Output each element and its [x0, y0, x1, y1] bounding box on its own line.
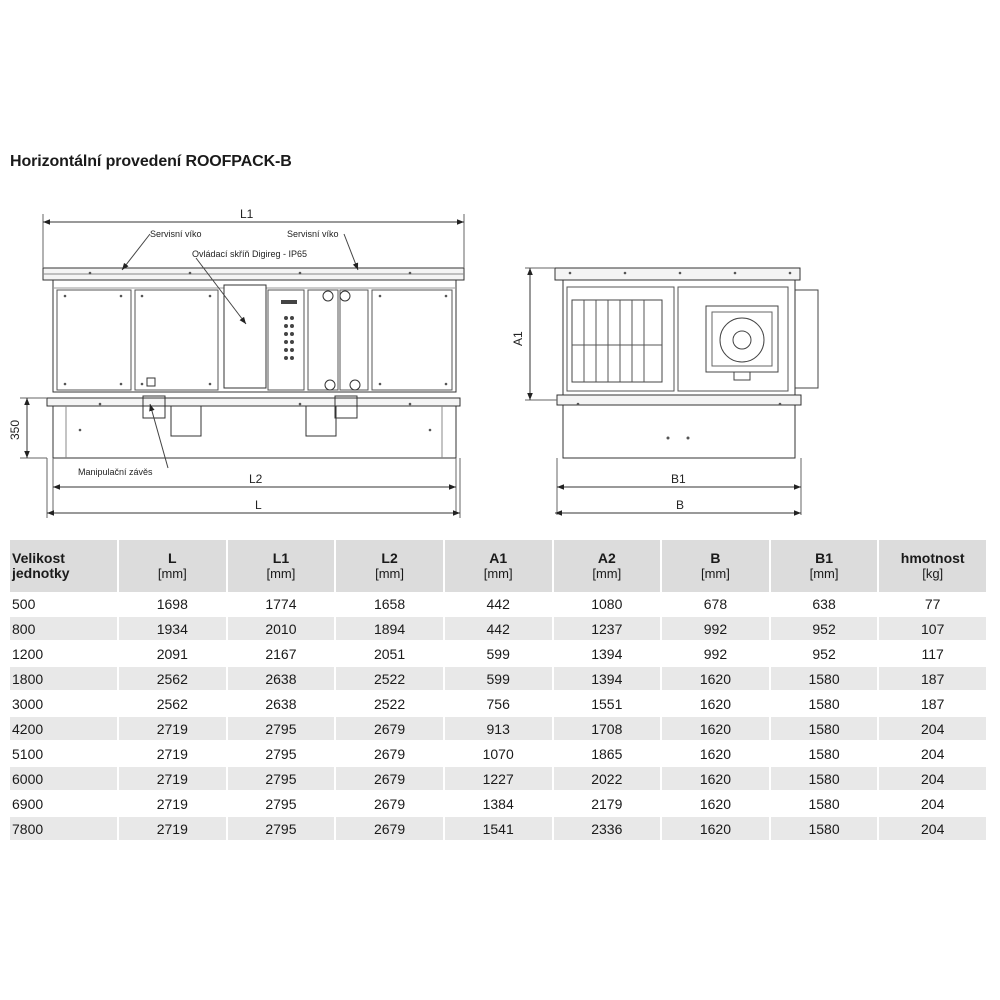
table-cell: 1551 [554, 692, 661, 717]
table-header-cell: B1 [mm] [771, 540, 878, 592]
table-cell: 913 [445, 717, 552, 742]
table-cell: 2795 [228, 792, 335, 817]
table-cell: 1800 [10, 667, 117, 692]
table-cell: 2051 [336, 642, 443, 667]
table-cell: 1620 [662, 692, 769, 717]
table-cell: 187 [879, 692, 986, 717]
table-body [10, 592, 986, 842]
table-cell: 2336 [554, 817, 661, 842]
table-cell: 2179 [554, 792, 661, 817]
table-cell: 204 [879, 767, 986, 792]
table-row [10, 717, 986, 742]
table-cell: 1620 [662, 742, 769, 767]
table-header-cell: hmotnost [kg] [879, 540, 986, 592]
table-row [10, 642, 986, 667]
table-header-cell: A2 [mm] [554, 540, 661, 592]
dim-l-label: L [255, 498, 262, 512]
table-cell: 1384 [445, 792, 552, 817]
table-cell: 2522 [336, 667, 443, 692]
table-cell: 1080 [554, 592, 661, 617]
table-cell: 7800 [10, 817, 117, 842]
table-cell: 2562 [119, 692, 226, 717]
dimension-table [8, 540, 988, 842]
table-cell: 2795 [228, 742, 335, 767]
table-cell: 1620 [662, 817, 769, 842]
table-cell: 1580 [771, 767, 878, 792]
table-cell: 5100 [10, 742, 117, 767]
table-cell: 2719 [119, 767, 226, 792]
dim-l1-label: L1 [240, 207, 254, 221]
table-row [10, 817, 986, 842]
table-row [10, 767, 986, 792]
table-cell: 204 [879, 817, 986, 842]
table-cell: 1200 [10, 642, 117, 667]
table-cell: 756 [445, 692, 552, 717]
table-cell: 638 [771, 592, 878, 617]
table-cell: 117 [879, 642, 986, 667]
table-cell: 204 [879, 717, 986, 742]
table-cell: 442 [445, 592, 552, 617]
table-row [10, 592, 986, 617]
table-cell: 2679 [336, 792, 443, 817]
table-cell: 6900 [10, 792, 117, 817]
table-cell: 952 [771, 642, 878, 667]
dim-l2-label: L2 [249, 472, 263, 486]
table-cell: 992 [662, 617, 769, 642]
table-cell: 2795 [228, 717, 335, 742]
table-cell: 1237 [554, 617, 661, 642]
table-cell: 187 [879, 667, 986, 692]
table-cell: 1580 [771, 817, 878, 842]
table-cell: 204 [879, 792, 986, 817]
table-header-cell: L2 [mm] [336, 540, 443, 592]
controller-box [224, 285, 266, 388]
table-cell: 2522 [336, 692, 443, 717]
table-row [10, 617, 986, 642]
table-cell: 77 [879, 592, 986, 617]
table-cell: 1934 [119, 617, 226, 642]
table-cell: 2091 [119, 642, 226, 667]
table-header-cell: A1 [mm] [445, 540, 552, 592]
table-cell: 2679 [336, 717, 443, 742]
dim-a1-label: A1 [511, 331, 525, 346]
table-cell: 2679 [336, 742, 443, 767]
table-cell: 2795 [228, 817, 335, 842]
table-cell: 2795 [228, 767, 335, 792]
table-cell: 2679 [336, 767, 443, 792]
table-cell: 1620 [662, 792, 769, 817]
dim-b1-label: B1 [671, 472, 686, 486]
table-cell: 2719 [119, 792, 226, 817]
table-cell: 2679 [336, 817, 443, 842]
table-cell: 1580 [771, 717, 878, 742]
annotation-service-cover-right: Servisní víko [287, 229, 339, 239]
table-cell: 2562 [119, 667, 226, 692]
table-cell: 678 [662, 592, 769, 617]
table-row [10, 792, 986, 817]
base-frame [47, 398, 460, 406]
table-header-row [10, 540, 986, 592]
table-cell: 952 [771, 617, 878, 642]
table-cell: 1227 [445, 767, 552, 792]
table-cell: 1580 [771, 742, 878, 767]
table-cell: 500 [10, 592, 117, 617]
table-cell: 1580 [771, 692, 878, 717]
table-cell: 2167 [228, 642, 335, 667]
table-cell: 2022 [554, 767, 661, 792]
dim-350-label: 350 [8, 419, 22, 440]
table-cell: 1620 [662, 717, 769, 742]
table-cell: 1658 [336, 592, 443, 617]
table-cell: 1620 [662, 767, 769, 792]
annotation-controller: Ovládací skříň Digireg - IP65 [192, 249, 308, 259]
page-title: Horizontální provedení ROOFPACK-B [10, 153, 292, 170]
table-header-cell: B [mm] [662, 540, 769, 592]
table-cell: 1580 [771, 792, 878, 817]
table-cell: 204 [879, 742, 986, 767]
table-cell: 1620 [662, 667, 769, 692]
table-cell: 442 [445, 617, 552, 642]
table-cell: 1541 [445, 817, 552, 842]
table-header-cell: Velikost jednotky [10, 540, 117, 592]
table-cell: 2010 [228, 617, 335, 642]
table-cell: 2719 [119, 742, 226, 767]
table-cell: 1394 [554, 642, 661, 667]
annotation-service-cover-left: Servisní víko [150, 229, 202, 239]
table-cell: 1894 [336, 617, 443, 642]
table-cell: 4200 [10, 717, 117, 742]
side-roof [555, 268, 800, 280]
table-cell: 2719 [119, 817, 226, 842]
table-row [10, 667, 986, 692]
table-cell: 800 [10, 617, 117, 642]
table-cell: 3000 [10, 692, 117, 717]
table-cell: 599 [445, 642, 552, 667]
table-cell: 107 [879, 617, 986, 642]
dim-b-label: B [676, 498, 685, 512]
table-cell: 1774 [228, 592, 335, 617]
table-header-cell: L [mm] [119, 540, 226, 592]
table-cell: 1394 [554, 667, 661, 692]
table-row [10, 742, 986, 767]
table-cell: 2638 [228, 692, 335, 717]
table-cell: 1580 [771, 667, 878, 692]
table-cell: 599 [445, 667, 552, 692]
annotation-hinge: Manipulační závěs [78, 467, 153, 477]
table-row [10, 692, 986, 717]
table-cell: 6000 [10, 767, 117, 792]
table-cell: 2638 [228, 667, 335, 692]
table-cell: 1708 [554, 717, 661, 742]
table-header-cell: L1 [mm] [228, 540, 335, 592]
table-cell: 1865 [554, 742, 661, 767]
table-cell: 1070 [445, 742, 552, 767]
table-cell: 1698 [119, 592, 226, 617]
table-cell: 2719 [119, 717, 226, 742]
table-cell: 992 [662, 642, 769, 667]
